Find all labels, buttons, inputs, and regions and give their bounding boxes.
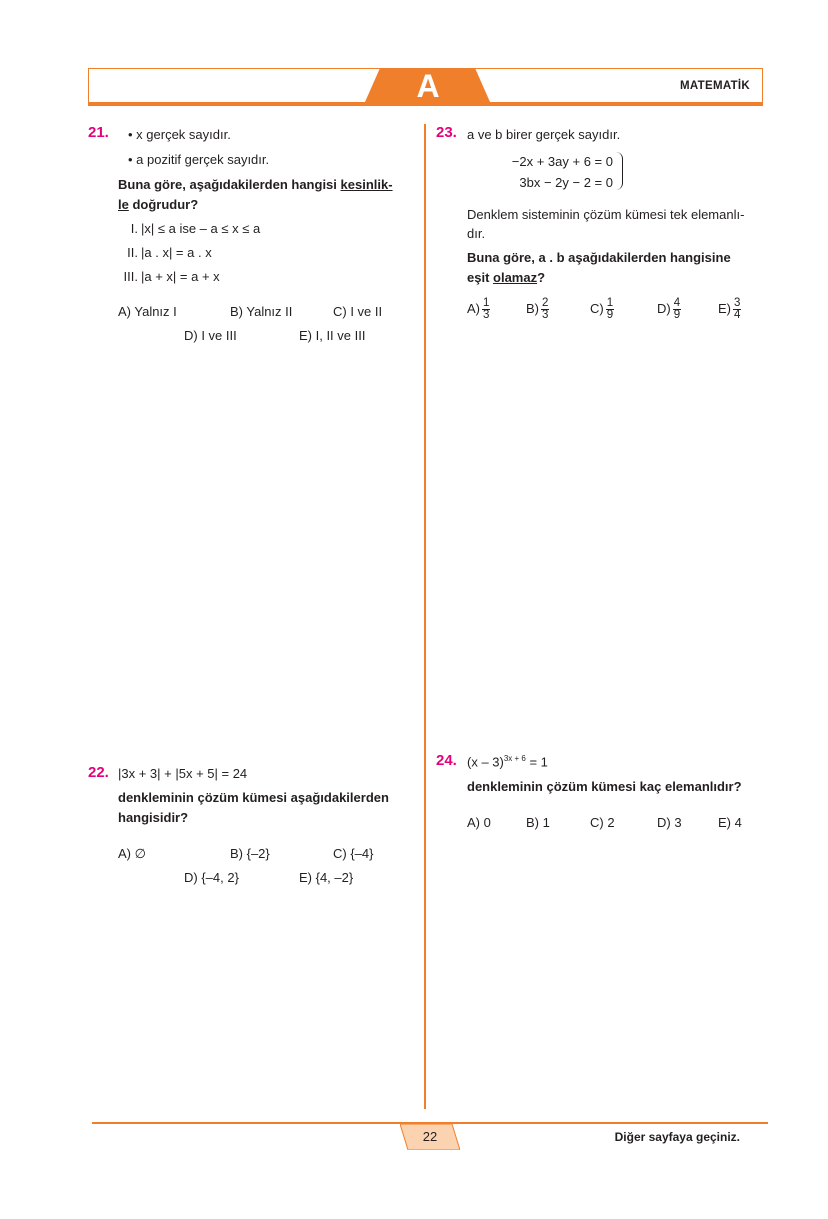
- q23-equation-2: 3bx − 2y − 2 = 0: [519, 175, 613, 190]
- q22-option-e[interactable]: E) {4, –2}: [299, 870, 354, 885]
- q21-statement-roman-3: III.: [123, 269, 138, 284]
- q23-option-c[interactable]: C) $\frac{1}{9}$: [590, 297, 614, 321]
- q21-option-e[interactable]: E) I, II ve III: [299, 328, 366, 343]
- page-number: 22: [422, 1129, 438, 1144]
- question-number-22: 22.: [88, 764, 109, 781]
- q23-option-e[interactable]: E) $\frac{3}{4}$: [718, 297, 741, 321]
- question-number-23: 23.: [436, 124, 457, 141]
- q21-bullet-1: • x gerçek sayıdır.: [128, 127, 231, 142]
- q22-equation: |3x + 3| + |5x + 5| = 24: [118, 766, 248, 781]
- q23-text-line2: dır.: [467, 226, 486, 241]
- q22-option-d[interactable]: D) {–4, 2}: [184, 870, 239, 885]
- q23-equation-1: −2x + 3ay + 6 = 0: [511, 154, 613, 169]
- q21-option-a[interactable]: A) Yalnız I: [118, 304, 177, 319]
- q21-option-c[interactable]: C) I ve II: [333, 304, 383, 319]
- q22-option-a[interactable]: A) ∅: [118, 846, 146, 861]
- question-number-21: 21.: [88, 124, 109, 141]
- q24-equation: (x – 3)$^{3x + 6}$ = 1: [467, 754, 548, 770]
- q21-bullet-2: • a pozitif gerçek sayıdır.: [128, 152, 270, 167]
- booklet-letter: A: [416, 68, 440, 104]
- q23-question-line2: eşit olamaz?: [467, 270, 546, 285]
- q23-intro: a ve b birer gerçek sayıdır.: [467, 127, 621, 142]
- q21-statement-roman-2: II.: [127, 245, 138, 260]
- q21-statement-2: |a . x| = a . x: [141, 245, 212, 260]
- q24-option-a[interactable]: A) 0: [467, 815, 491, 830]
- q24-option-c[interactable]: C) 2: [590, 815, 615, 830]
- q21-statement-roman-1: I.: [130, 221, 138, 236]
- q22-question-line2: hangisidir?: [118, 810, 189, 825]
- q22-question-line1: denkleminin çözüm kümesi aşağıdakilerden: [118, 790, 389, 805]
- q24-option-b[interactable]: B) 1: [526, 815, 550, 830]
- question-number-24: 24.: [436, 752, 457, 769]
- q23-option-a[interactable]: A) $\frac{1}{3}$: [467, 297, 490, 321]
- column-divider: [424, 124, 426, 1109]
- q21-statement-1: |x| ≤ a ise – a ≤ x ≤ a: [141, 221, 261, 236]
- q21-option-d[interactable]: D) I ve III: [184, 328, 237, 343]
- q21-option-b[interactable]: B) Yalnız II: [230, 304, 293, 319]
- q23-option-d[interactable]: D) $\frac{4}{9}$: [657, 297, 681, 321]
- q23-text-line1: Denklem sisteminin çözüm kümesi tek elemanlı-: [467, 207, 745, 222]
- subject-title: MATEMATİK: [680, 80, 750, 92]
- q21-question-line2: le doğrudur?: [118, 197, 199, 212]
- q21-question-line1: Buna göre, aşağıdakilerden hangisi kesinlik-: [118, 177, 393, 192]
- q21-statement-3: |a + x| = a + x: [141, 269, 220, 284]
- q24-option-e[interactable]: E) 4: [718, 815, 742, 830]
- q22-option-c[interactable]: C) {–4}: [333, 846, 374, 861]
- q22-option-b[interactable]: B) {–2}: [230, 846, 270, 861]
- q23-option-b[interactable]: B) $\frac{2}{3}$: [526, 297, 549, 321]
- q24-question: denkleminin çözüm kümesi kaç elemanlıdır?: [467, 779, 742, 794]
- q23-question-line1: Buna göre, a . b aşağıdakilerden hangisine: [467, 250, 731, 265]
- system-brace: [614, 152, 623, 190]
- q24-option-d[interactable]: D) 3: [657, 815, 682, 830]
- next-page-notice: Diğer sayfaya geçiniz.: [614, 1130, 740, 1144]
